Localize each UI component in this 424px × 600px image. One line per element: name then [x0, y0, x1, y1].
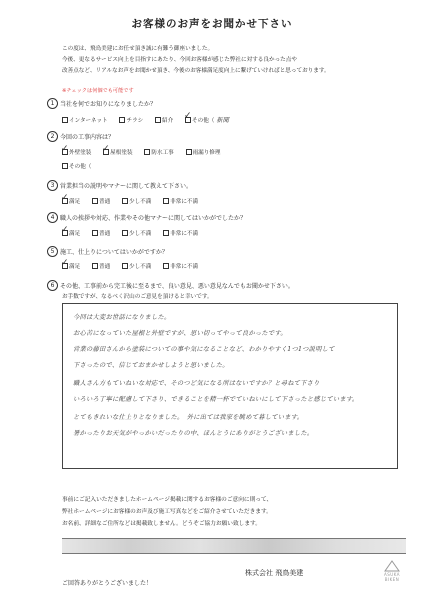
handwritten-other: 新聞: [216, 117, 229, 124]
question-label: 営業担当の説明やマナーに関して教えて下さい。: [60, 183, 193, 190]
question-label: その他、工事前から完工後に至るまで、良い意見、悪い意見なんでもお聞かせ下さい。: [60, 283, 294, 290]
comment-line: 営業の藤田さんから塗装についての事や気になることなど、わかりやすく1つ1つ説明して: [73, 346, 335, 353]
comment-line: とてもきれいな仕上りとなりました。 外に出ては我家を眺めて暮しています。: [73, 414, 304, 421]
question-6: [47, 280, 294, 291]
option-checkbox[interactable]: 少し不満: [122, 262, 151, 270]
option-checkbox[interactable]: チラシ: [119, 116, 143, 124]
comment-line: 今回は大変お世話になりました。: [73, 314, 171, 321]
checkmark-icon: ✓: [61, 144, 69, 154]
company-name: 株式会社 飛鳥美建: [245, 569, 304, 577]
intro-line: この度は、飛鳥美建にお任せ頂き誠に有難う御座いました。: [62, 46, 214, 52]
option-checkbox[interactable]: ✓ 満足: [61, 258, 81, 270]
option-checkbox[interactable]: 非常に不満: [163, 197, 198, 205]
option-checkbox[interactable]: 少し不満: [122, 229, 151, 237]
question-4: [47, 212, 246, 223]
option-checkbox[interactable]: ✓ その他（ 新聞: [184, 111, 229, 124]
q3-options: [61, 193, 208, 205]
option-checkbox[interactable]: ✓ 屋根塗装: [102, 144, 133, 156]
logo-mark-icon: [384, 560, 400, 572]
question-number: 1: [47, 98, 58, 109]
q2-options-row2: [62, 162, 101, 170]
comment-line: いろいろ丁寧に配慮して下さり、できることを精一杯でていねいにして下さったと感じています。: [73, 396, 359, 403]
comment-line: お心苦になっていた屋根と外壁ですが、思い切ってやって良かったです。: [73, 330, 287, 337]
option-checkbox[interactable]: 普通: [92, 197, 110, 205]
option-checkbox[interactable]: 少し不満: [122, 197, 151, 205]
question-number: 3: [47, 180, 58, 191]
thanks-text: ご回答ありがとうございました！: [62, 580, 153, 587]
question-label: 施工、仕上りについてはいかがですか？: [60, 249, 168, 256]
question-label: 今回の工事内容は？: [60, 134, 115, 141]
intro-line: 改善点など、リアルなお声をお聞かせ頂き、今後のお客様満足度向上に繋げていければと思っております。: [62, 68, 330, 74]
checkmark-icon: ✓: [61, 193, 69, 203]
checkmark-icon: ✓: [102, 144, 110, 154]
q2-options-row1: [61, 144, 231, 156]
notice-line: お名前、詳細なご住所などは掲載致しません。どうぞご協力お願い致します。: [62, 521, 261, 527]
comment-line: 暑かったりお天気がやっかいだったりの中、ほんとうにありがとうございました。: [73, 430, 314, 437]
option-checkbox[interactable]: 普通: [92, 262, 110, 270]
question-label: 当社を何でお知りになりましたか？: [60, 101, 157, 108]
question-6-sublabel: お手数ですが、なるべく沢山のご意見を頂けると幸いです。: [62, 294, 213, 300]
question-3: [47, 180, 192, 191]
option-checkbox[interactable]: 防水工事: [144, 148, 173, 156]
check-note: ※チェックは何個でも可能です: [62, 88, 134, 94]
checkmark-icon: ✓: [61, 225, 69, 235]
q5-options: [61, 258, 208, 270]
comment-line: 下さったので、信じておまかせしようと思いました。: [73, 362, 229, 369]
publication-notice: [62, 494, 402, 530]
company-logo: [372, 560, 412, 586]
question-2: [47, 131, 114, 142]
option-checkbox[interactable]: インターネット: [62, 116, 108, 124]
checkmark-icon: ✓: [61, 258, 69, 268]
question-1: [47, 98, 156, 109]
logo-text: ASUKA: [384, 572, 400, 577]
option-checkbox[interactable]: 普通: [92, 229, 110, 237]
question-number: 6: [47, 280, 58, 291]
option-checkbox[interactable]: 雨漏り修理: [186, 148, 221, 156]
checkmark-icon: ✓: [184, 111, 192, 121]
option-checkbox[interactable]: 非常に不満: [163, 229, 198, 237]
option-checkbox[interactable]: その他（: [62, 162, 91, 170]
q1-options: [62, 111, 239, 124]
question-number: 2: [47, 131, 58, 142]
intro-line: 今後、更なるサービス向上を目指すにあたり、今回お客様が感じた弊社に対する良かった点や: [62, 57, 297, 63]
q4-options: [61, 225, 208, 237]
option-checkbox[interactable]: 紹介: [155, 116, 173, 124]
intro-text: [62, 44, 402, 77]
option-checkbox[interactable]: ✓ 満足: [61, 225, 81, 237]
question-number: 5: [47, 246, 58, 257]
notice-line: 事前にご記入いただきましたホームページ掲載に関するお客様のご意向に則って、: [62, 497, 273, 503]
comment-line: 職人さん方もていねいな対応で、そのつど気になる所はないですか？と尋ねて下さり: [73, 380, 320, 387]
option-checkbox[interactable]: 非常に不満: [163, 262, 198, 270]
question-5: [47, 246, 168, 257]
comment-box[interactable]: [62, 303, 398, 469]
logo-text: BIKEN: [384, 577, 400, 582]
option-checkbox[interactable]: ✓ 満足: [61, 193, 81, 205]
redacted-address-bar: [62, 538, 406, 554]
option-checkbox[interactable]: ✓ 外壁塗装: [61, 144, 92, 156]
page-title: お客様のお声をお聞かせ下さい: [131, 18, 293, 30]
question-label: 職人の挨拶や対応、作業やその他マナーに関してはいかがでしたか？: [60, 215, 247, 222]
notice-line: 弊社ホームページにお客様のお声及び施工写真などをご紹介させていただきます。: [62, 509, 272, 515]
question-number: 4: [47, 212, 58, 223]
